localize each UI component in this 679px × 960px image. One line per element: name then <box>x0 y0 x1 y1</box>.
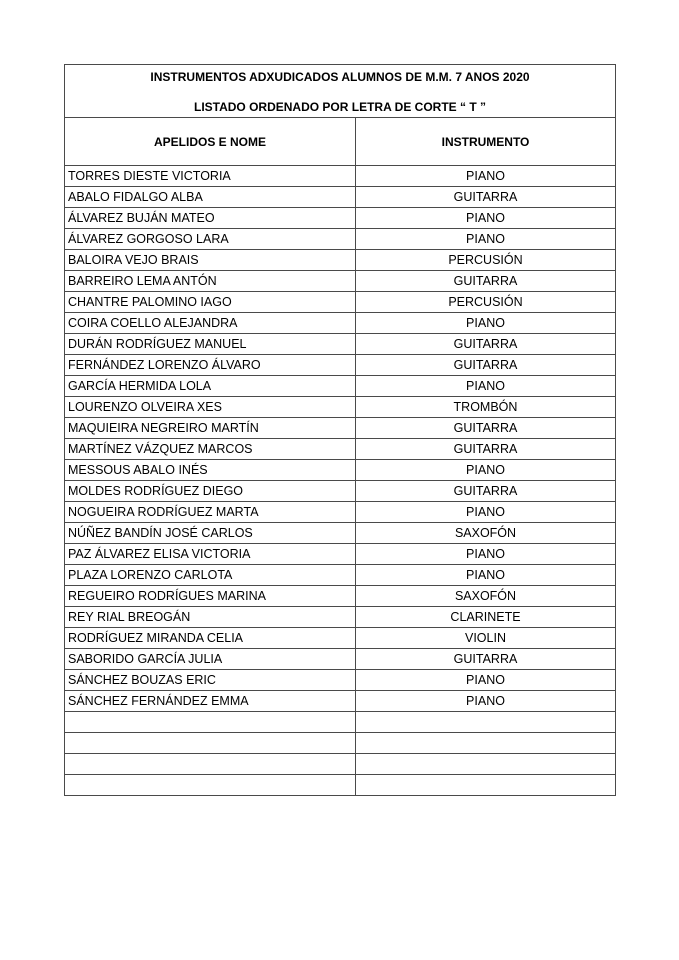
student-name-cell <box>65 712 356 733</box>
student-name-cell: RODRÍGUEZ MIRANDA CELIA <box>65 628 356 649</box>
instrument-cell: PIANO <box>356 502 616 523</box>
instrument-cell: CLARINETE <box>356 607 616 628</box>
table-row <box>65 397 616 418</box>
table-row <box>65 292 616 313</box>
instrument-cell: PIANO <box>356 313 616 334</box>
instrument-cell: PIANO <box>356 229 616 250</box>
student-name-cell: BARREIRO LEMA ANTÓN <box>65 271 356 292</box>
student-name-cell: ABALO FIDALGO ALBA <box>65 187 356 208</box>
student-name-cell: PLAZA LORENZO CARLOTA <box>65 565 356 586</box>
table-row <box>65 775 616 796</box>
allocation-sheet <box>64 64 615 796</box>
instrument-cell: GUITARRA <box>356 418 616 439</box>
table-row <box>65 439 616 460</box>
table-row <box>65 250 616 271</box>
student-name-cell: REY RIAL BREOGÁN <box>65 607 356 628</box>
table-row <box>65 691 616 712</box>
instrument-cell: GUITARRA <box>356 334 616 355</box>
instrument-cell: PIANO <box>356 460 616 481</box>
table-row <box>65 754 616 775</box>
instrument-cell: PERCUSIÓN <box>356 250 616 271</box>
table-row <box>65 460 616 481</box>
instrument-cell <box>356 775 616 796</box>
table-row <box>65 313 616 334</box>
student-name-cell: PAZ ÁLVAREZ ELISA VICTORIA <box>65 544 356 565</box>
instrument-cell: PIANO <box>356 376 616 397</box>
table-row <box>65 166 616 187</box>
student-name-cell: BALOIRA VEJO BRAIS <box>65 250 356 271</box>
student-name-cell: COIRA COELLO ALEJANDRA <box>65 313 356 334</box>
table-row <box>65 670 616 691</box>
student-name-cell <box>65 754 356 775</box>
instrument-cell: PIANO <box>356 565 616 586</box>
table-row <box>65 334 616 355</box>
title-cell <box>65 65 616 118</box>
student-name-cell: TORRES DIESTE VICTORIA <box>65 166 356 187</box>
instrument-cell: GUITARRA <box>356 271 616 292</box>
student-name-cell: MARTÍNEZ VÁZQUEZ MARCOS <box>65 439 356 460</box>
student-name-cell: SÁNCHEZ FERNÁNDEZ EMMA <box>65 691 356 712</box>
student-name-cell: FERNÁNDEZ LORENZO ÁLVARO <box>65 355 356 376</box>
table-row <box>65 544 616 565</box>
table-row <box>65 586 616 607</box>
table-row <box>65 502 616 523</box>
student-name-cell: ÁLVAREZ BUJÁN MATEO <box>65 208 356 229</box>
student-name-cell: GARCÍA HERMIDA LOLA <box>65 376 356 397</box>
column-header-name: APELIDOS E NOME <box>65 118 356 166</box>
instrument-cell <box>356 754 616 775</box>
instrument-cell: SAXOFÓN <box>356 523 616 544</box>
instrument-cell <box>356 712 616 733</box>
instrument-cell: GUITARRA <box>356 439 616 460</box>
student-name-cell: CHANTRE PALOMINO IAGO <box>65 292 356 313</box>
student-name-cell: ÁLVAREZ GORGOSO LARA <box>65 229 356 250</box>
instrument-cell: GUITARRA <box>356 649 616 670</box>
column-header-instrument: INSTRUMENTO <box>356 118 616 166</box>
student-name-cell <box>65 775 356 796</box>
table-row <box>65 523 616 544</box>
table-row <box>65 607 616 628</box>
table-body <box>65 166 616 796</box>
student-name-cell: MAQUIEIRA NEGREIRO MARTÍN <box>65 418 356 439</box>
instrument-cell: GUITARRA <box>356 355 616 376</box>
document-subtitle: LISTADO ORDENADO POR LETRA DE CORTE “ T ” <box>193 100 486 114</box>
table-row <box>65 733 616 754</box>
instrument-cell: PERCUSIÓN <box>356 292 616 313</box>
table-row <box>65 271 616 292</box>
student-name-cell: LOURENZO OLVEIRA XES <box>65 397 356 418</box>
instrument-cell: VIOLIN <box>356 628 616 649</box>
student-name-cell: MESSOUS ABALO INÉS <box>65 460 356 481</box>
document-title: INSTRUMENTOS ADXUDICADOS ALUMNOS DE M.M. 7 ANOS 2020 <box>150 70 530 84</box>
student-name-cell: SÁNCHEZ BOUZAS ERIC <box>65 670 356 691</box>
table-row <box>65 712 616 733</box>
table-row <box>65 376 616 397</box>
instrument-cell: PIANO <box>356 670 616 691</box>
instrument-cell: PIANO <box>356 544 616 565</box>
student-name-cell <box>65 733 356 754</box>
table-row <box>65 649 616 670</box>
student-name-cell: REGUEIRO RODRÍGUES MARINA <box>65 586 356 607</box>
allocation-table <box>64 64 616 796</box>
instrument-cell: GUITARRA <box>356 481 616 502</box>
table-row <box>65 418 616 439</box>
instrument-cell: GUITARRA <box>356 187 616 208</box>
title-row <box>65 65 616 118</box>
table-row <box>65 628 616 649</box>
student-name-cell: DURÁN RODRÍGUEZ MANUEL <box>65 334 356 355</box>
instrument-cell <box>356 733 616 754</box>
student-name-cell: SABORIDO GARCÍA JULIA <box>65 649 356 670</box>
instrument-cell: PIANO <box>356 166 616 187</box>
instrument-cell: TROMBÓN <box>356 397 616 418</box>
student-name-cell: NOGUEIRA RODRÍGUEZ MARTA <box>65 502 356 523</box>
table-row <box>65 565 616 586</box>
table-row <box>65 187 616 208</box>
student-name-cell: MOLDES RODRÍGUEZ DIEGO <box>65 481 356 502</box>
table-row <box>65 355 616 376</box>
instrument-cell: SAXOFÓN <box>356 586 616 607</box>
student-name-cell: NÚÑEZ BANDÍN JOSÉ CARLOS <box>65 523 356 544</box>
instrument-cell: PIANO <box>356 208 616 229</box>
instrument-cell: PIANO <box>356 691 616 712</box>
table-row <box>65 208 616 229</box>
table-row <box>65 229 616 250</box>
table-row <box>65 481 616 502</box>
column-header-row <box>65 118 616 166</box>
